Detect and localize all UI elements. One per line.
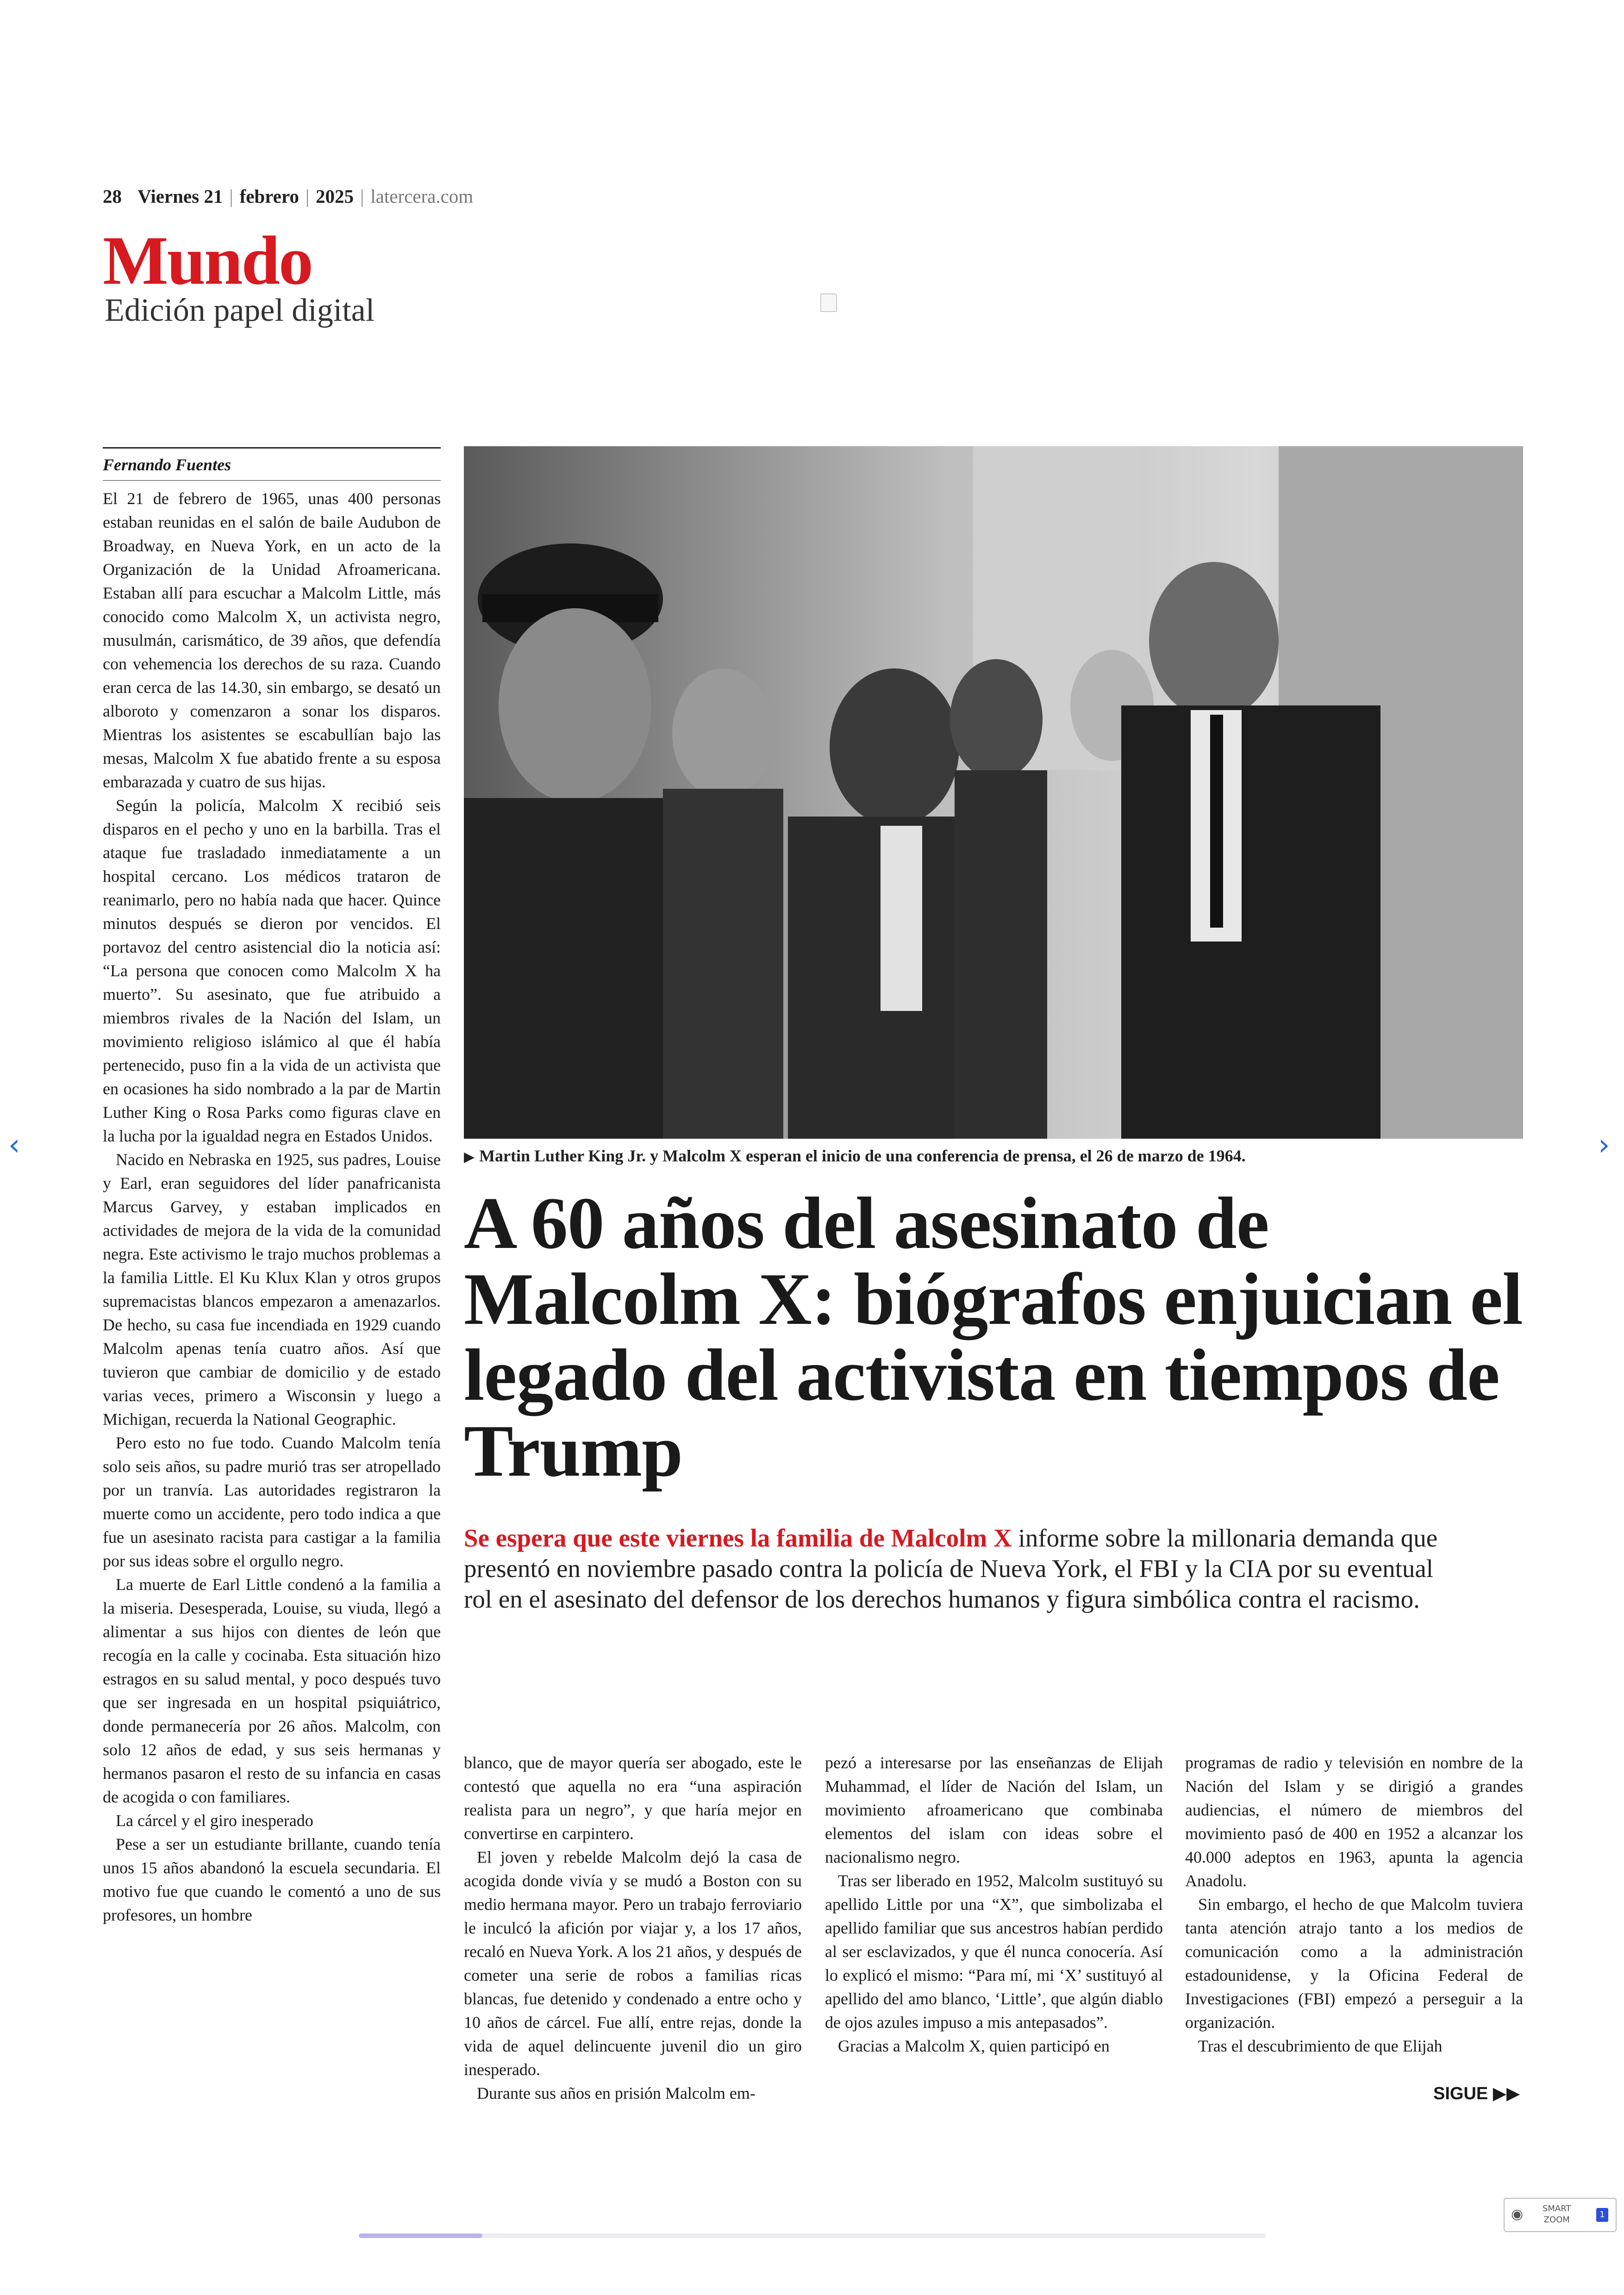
article-column-1 — [103, 487, 441, 2107]
lead-text: informe sobre la millonaria demanda que presentó en noviembre pasado contra la policía de Nueva York, el FBI y la CIA por su eventual rol en el asesinato del defensor de los derechos humanos y figura simbólica contra el racismo. — [464, 1524, 1438, 1613]
smart-zoom-label — [1543, 2203, 1571, 2226]
paragraph: La muerte de Earl Little condenó a la familia a la miseria. Desesperada, Louise, su viuda, llegó a alimentar a sus hijos con dientes de león que recogía en la calle y cocinaba. Esta situación hizo estragos en su salud mental, y poco después tuvo que ser ingresada en un hospital psiquiátrico, donde permanecería por 26 años. Malcolm, con solo 12 años de edad, y sus seis hermanas y hermanos pasaron el resto de su infancia en casas de acogida o con familiares. — [103, 1575, 441, 1806]
chevron-right-icon[interactable]: › — [1598, 1128, 1610, 1162]
reading-progress-fill — [359, 2233, 482, 2238]
paragraph: programas de radio y televisión en nombre de la Nación del Islam y se dirigió a grandes audiencias, el número de miembros del movimiento pasó de 400 en 1952 a alcanzar los 40.000 adeptos en 1963, apunta la agencia Anadolu. — [1185, 1753, 1523, 1890]
paragraph: Nacido en Nebraska en 1925, sus padres, Louise y Earl, eran seguidores del líder panafricanista Marcus Garvey, y estaban implicados en actividades de mejora de la vida de la comunidad negra. Este activismo le trajo muchos problemas a la familia Little. El Ku Klux Klan y otros grupos supremacistas blancos empezaron a amenazarlos. De hecho, su casa fue incendiada en 1929 cuando Malcolm apenas tenía cuatro años. Así que tuvieron que cambiar de domicilio y de estado varias veces, primero a Wisconsin y luego a Michigan, recuerda la National Geographic. — [103, 1150, 441, 1428]
section-title: Mundo — [103, 222, 312, 299]
continue-label[interactable]: SIGUE ▶▶ — [1433, 2084, 1520, 2103]
photo-illustration — [464, 446, 1523, 1139]
photo-caption — [464, 1146, 1246, 1166]
date-year: 2025 — [316, 186, 354, 207]
paragraph: El joven y rebelde Malcolm dejó la casa de acogida donde vivía y se mudó a Boston con su medio hermana mayor. Pero un trabajo ferroviario le inculcó la afición por viajar y, a los 17 años, recaló en Nueva York. A los 21 años, y después de cometer una serie de robos a familias ricas blancas, fue detenido y condenado a entre ocho y 10 años de cárcel. Fue allí, entre rejas, donde la vida de aquel delincuente juvenil dio un giro inesperado. — [464, 1848, 802, 2079]
edition-subtitle: Edición papel digital — [105, 293, 375, 328]
page-number: 28 — [103, 186, 122, 207]
lead-highlight: Se espera que este viernes la familia de Malcolm X — [464, 1524, 1012, 1552]
paragraph: El 21 de febrero de 1965, unas 400 personas estaban reunidas en el salón de baile Audubon de Broadway, en Nueva York, en un acto de la Organización de la Unidad Afroamericana. Estaban allí para escuchar a Malcolm Little, más conocido como Malcolm X, un activista negro, musulmán, carismático, de 39 años, que defendía con vehemencia los derechos de su raza. Cuando eran cerca de las 14.30, sin embargo, se desató un alboroto y comenzaron a sonar los disparos. Mientras los asistentes se escabullían bajo las mesas, Malcolm X fue abatido frente a su esposa embarazada y cuatro de sus hijas. — [103, 489, 441, 791]
paragraph: Pero esto no fue todo. Cuando Malcolm tenía solo seis años, su padre murió tras ser atropellado por un tranvía. Las autoridades registraron la muerte como un accidente, pero todo indica a que fue un asesinato racista para castigar a la familia por sus ideas sobre el orgullo negro. — [103, 1434, 441, 1570]
paragraph: Sin embargo, el hecho de que Malcolm tuviera tanta atención atrajo tanto a los medios de comunicación como a la administración estadounidense, y la Oficina Federal de Investigaciones (FBI) empezó a perseguir a la organización. — [1185, 1895, 1523, 2032]
paragraph: Tras el descubrimiento de que Elijah — [1198, 2037, 1443, 2055]
smart-zoom-line2: ZOOM — [1543, 2215, 1570, 2225]
separator: | — [305, 186, 310, 207]
date-month: febrero — [239, 186, 299, 207]
paragraph: Gracias a Malcolm X, quien participó en — [838, 2037, 1110, 2055]
smart-zoom-badge: 1 — [1596, 2208, 1608, 2222]
smart-zoom-button[interactable] — [1504, 2198, 1617, 2232]
paragraph: pezó a interesarse por las enseñanzas de Elijah Muhammad, el líder de Nación del Islam, un movimiento afroamericano que combinaba elementos del islam con ideas sobre el nacionalismo negro. — [825, 1753, 1163, 1866]
separator: | — [360, 186, 364, 207]
site-name: latercera.com — [370, 186, 474, 207]
date-day: Viernes 21 — [137, 186, 223, 207]
separator: | — [229, 186, 233, 207]
article-column-3 — [825, 1751, 1163, 2112]
caption-text: Martin Luther King Jr. y Malcolm X esperan el inicio de una conferencia de prensa, el 26 de marzo de 1964. — [479, 1147, 1246, 1165]
paragraph: Durante sus años en prisión Malcolm em- — [477, 2084, 756, 2102]
subheading: La cárcel y el giro inesperado — [116, 1811, 313, 1830]
chevron-left-icon[interactable]: ‹ — [8, 1128, 20, 1162]
article-column-2 — [464, 1751, 802, 2112]
paragraph: Según la policía, Malcolm X recibió seis disparos en el pecho y uno en la barbilla. Tras el ataque fue trasladado inmediatamente a un hospital cercano. Los médicos trataron de reanimarlo, pero no había nada que hacer. Quince minutos después se dieron por vencidos. El portavoz del centro asistencial dio la noticia así: “La persona que conocen como Malcolm X ha muerto”. Su asesinato, que fue atribuido a miembros rivales de la Nación del Islam, un movimiento religioso islámico al que él había pertenecido, puso fin a la vida de un activista que en ocasiones ha sido nombrado a la par de Martin Luther King o Rosa Parks como figuras clave en la lucha por la igualdad negra en Estados Unidos. — [103, 796, 441, 1145]
eye-icon: ◉ — [1511, 2206, 1524, 2222]
caption-arrow-icon: ▶ — [464, 1149, 475, 1165]
lead-paragraph — [464, 1523, 1445, 1615]
paragraph: Pese a ser un estudiante brillante, cuando tenía unos 15 años abandonó la escuela secundaria. El motivo fue que cuando le comentó a uno de sus profesores, un hombre — [103, 1835, 441, 1924]
page-thumbnail-icon[interactable] — [820, 293, 837, 312]
author-byline: Fernando Fuentes — [103, 447, 441, 481]
dateline — [103, 185, 473, 207]
paragraph: Tras ser liberado en 1952, Malcolm sustituyó su apellido Little por una “X”, que simbolizaba el apellido familiar que sus ancestros habían perdido al ser esclavizados, y que él nunca conocería. Así lo explicó el mismo: “Para mí, mi ‘X’ sustituyó al apellido del amo blanco, ‘Little’, que algún diablo de ojos azules impuso a mis antepasados”. — [825, 1871, 1163, 2032]
headline: A 60 años del asesinato de Malcolm X: biógrafos enjuician el legado del activista en tiempos de Trump — [464, 1182, 1523, 1492]
article-photo[interactable] — [464, 446, 1523, 1139]
paragraph: blanco, que de mayor quería ser abogado, este le contestó que aquella no era “una aspiración realista para un negro”, y que haría mejor en convertirse en carpintero. — [464, 1753, 802, 1843]
article-column-4 — [1185, 1751, 1523, 2057]
smart-zoom-line1: SMART — [1543, 2204, 1571, 2214]
reading-progress-track[interactable] — [359, 2233, 1266, 2238]
